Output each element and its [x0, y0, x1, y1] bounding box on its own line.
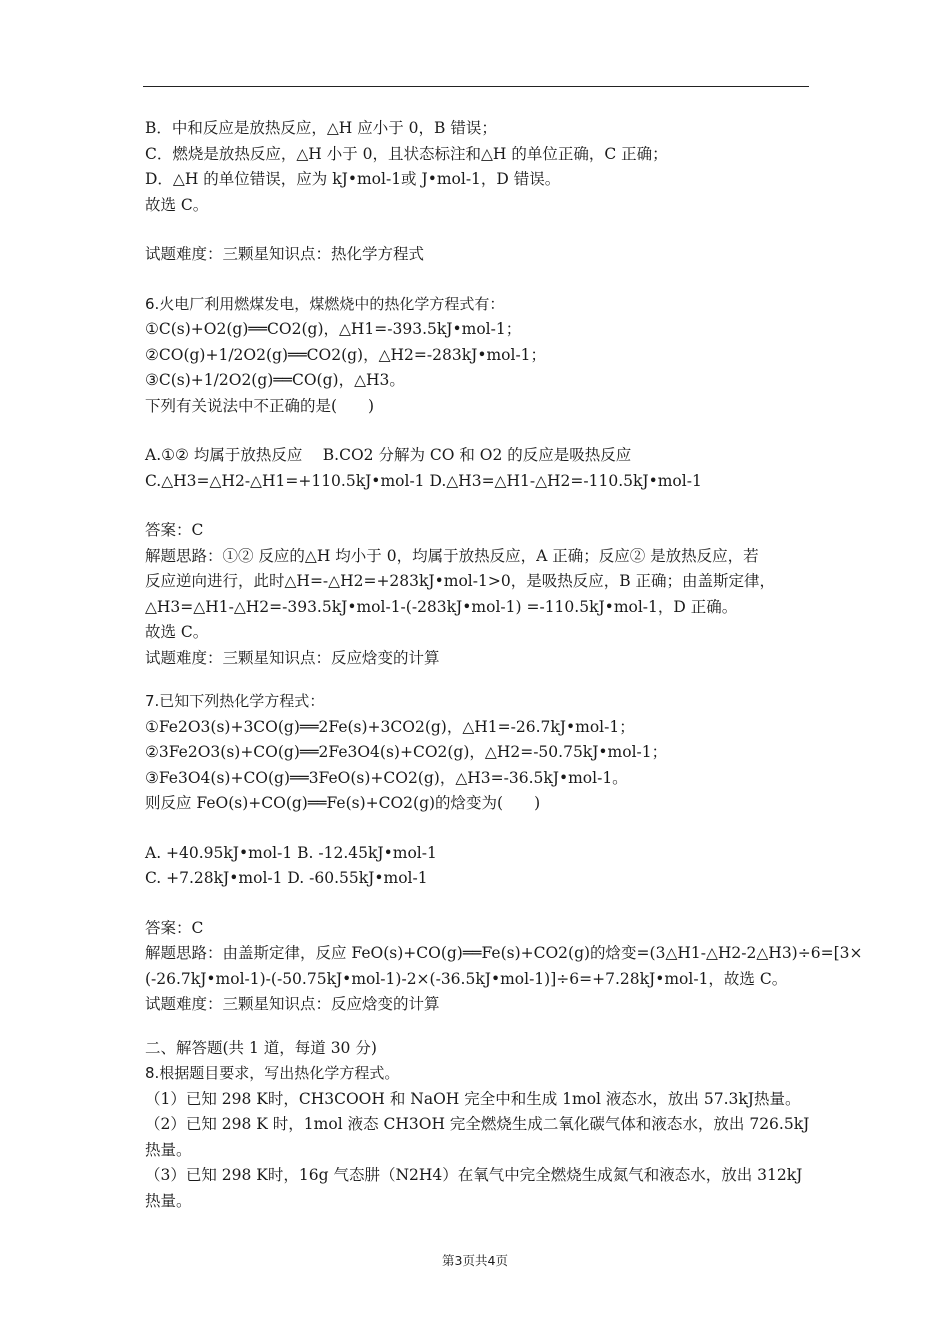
question-7-analysis-1: 解题思路：由盖斯定律，反应 FeO(s)+CO(g)══Fe(s)+CO2(g)的焓变=(3△H1-△H2-2△H3)÷6=[3×: [145, 944, 863, 962]
question-6-answer: 答案：C: [145, 521, 204, 539]
question-8-part-2-line-2: 热量。: [145, 1140, 192, 1159]
equation-6-2: ②CO(g)+1/2O2(g)══CO2(g)，△H2=-283kJ•mol-1；: [145, 345, 547, 364]
question-7-answer: 答案：C: [145, 918, 204, 937]
answer-conclusion: 故选 C。: [145, 195, 209, 214]
question-6-difficulty: 试题难度：三颗星知识点：反应焓变的计算: [145, 648, 440, 667]
question-8-part-2-line-1: （2）已知 298 K 时，1mol 液态 CH3OH 完全燃烧生成二氧化碳气体和液态水，放出 726.5kJ: [145, 1115, 810, 1133]
question-6-options-ab: A.①② 均属于放热反应 B.CO2 分解为 CO 和 O2 的反应是吸热反应: [145, 446, 632, 464]
question-7-options-cd: C. +7.28kJ•mol-1 D. -60.55kJ•mol-1: [145, 869, 428, 887]
question-6-prompt: 下列有关说法中不正确的是( ): [145, 396, 375, 415]
header-rule: [143, 86, 809, 87]
question-8-stem: 8.根据题目要求，写出热化学方程式。: [145, 1064, 400, 1082]
question-6-options-cd: C.△H3=△H2-△H1=+110.5kJ•mol-1 D.△H3=△H1-△H2=-110.5kJ•mol-1: [145, 471, 702, 490]
question-6-analysis-1: 解题思路：①② 反应的△H 均小于 0，均属于放热反应，A 正确；反应② 是放热反应，若: [145, 546, 759, 565]
question-7-difficulty: 试题难度：三颗星知识点：反应焓变的计算: [145, 995, 440, 1013]
question-7-stem: 7.已知下列热化学方程式：: [145, 692, 325, 710]
equation-6-1: ①C(s)+O2(g)══CO2(g)，△H1=-393.5kJ•mol-1；: [145, 320, 522, 338]
question-8-part-3-line-1: （3）已知 298 K时，16g 气态肼（N2H4）在氧气中完全燃烧生成氮气和液态水，放出 312kJ: [145, 1166, 803, 1184]
question-6-analysis-3: △H3=△H1-△H2=-393.5kJ•mol-1-(-283kJ•mol-1) =-110.5kJ•mol-1，D 正确。: [145, 597, 738, 616]
page-number: 第3页共4页: [442, 1253, 508, 1268]
question-7-analysis-2: (-26.7kJ•mol-1)-(-50.75kJ•mol-1)-2×(-36.5kJ•mol-1)]÷6=+7.28kJ•mol-1，故选 C。: [145, 969, 788, 988]
equation-7-2: ②3Fe2O3(s)+CO(g)══2Fe3O4(s)+CO2(g)，△H2=-50.75kJ•mol-1；: [145, 743, 668, 761]
difficulty-label: 试题难度：三颗星知识点：热化学方程式: [145, 245, 425, 263]
question-8-part-1: （1）已知 298 K时，CH3COOH 和 NaOH 完全中和生成 1mol 液态水，放出 57.3kJ热量。: [145, 1089, 801, 1108]
question-6-stem: 6.火电厂利用燃煤发电，煤燃烧中的热化学方程式有：: [145, 294, 505, 313]
question-7-options-ab: A. +40.95kJ•mol-1 B. -12.45kJ•mol-1: [145, 843, 437, 862]
answer-line-d: D．△H 的单位错误，应为 kJ•mol-1或 J•mol-1，D 错误。: [145, 170, 561, 188]
equation-7-3: ③Fe3O4(s)+CO(g)══3FeO(s)+CO2(g)，△H3=-36.5kJ•mol-1。: [145, 768, 628, 787]
question-8-part-3-line-2: 热量。: [145, 1191, 192, 1210]
page-body: [145, 116, 863, 1214]
answer-line-c: C．燃烧是放热反应，△H 小于 0，且状态标注和△H 的单位正确，C 正确；: [145, 144, 668, 163]
question-7-prompt: 则反应 FeO(s)+CO(g)══Fe(s)+CO2(g)的焓变为( ): [145, 794, 541, 812]
equation-6-3: ③C(s)+1/2O2(g)══CO(g)，△H3。: [145, 371, 405, 389]
question-6-conclusion: 故选 C。: [145, 623, 209, 641]
equation-7-1: ①Fe2O3(s)+3CO(g)══2Fe(s)+3CO2(g)，△H1=-26.7kJ•mol-1；: [145, 717, 635, 736]
section-2-heading: 二、解答题(共 1 道，每道 30 分): [145, 1038, 377, 1057]
question-6-analysis-2: 反应逆向进行，此时△H=-△H2=+283kJ•mol-1>0，是吸热反应，B 正确；由盖斯定律，: [145, 572, 776, 590]
answer-line-b: B．中和反应是放热反应，△H 应小于 0，B 错误；: [145, 119, 497, 137]
